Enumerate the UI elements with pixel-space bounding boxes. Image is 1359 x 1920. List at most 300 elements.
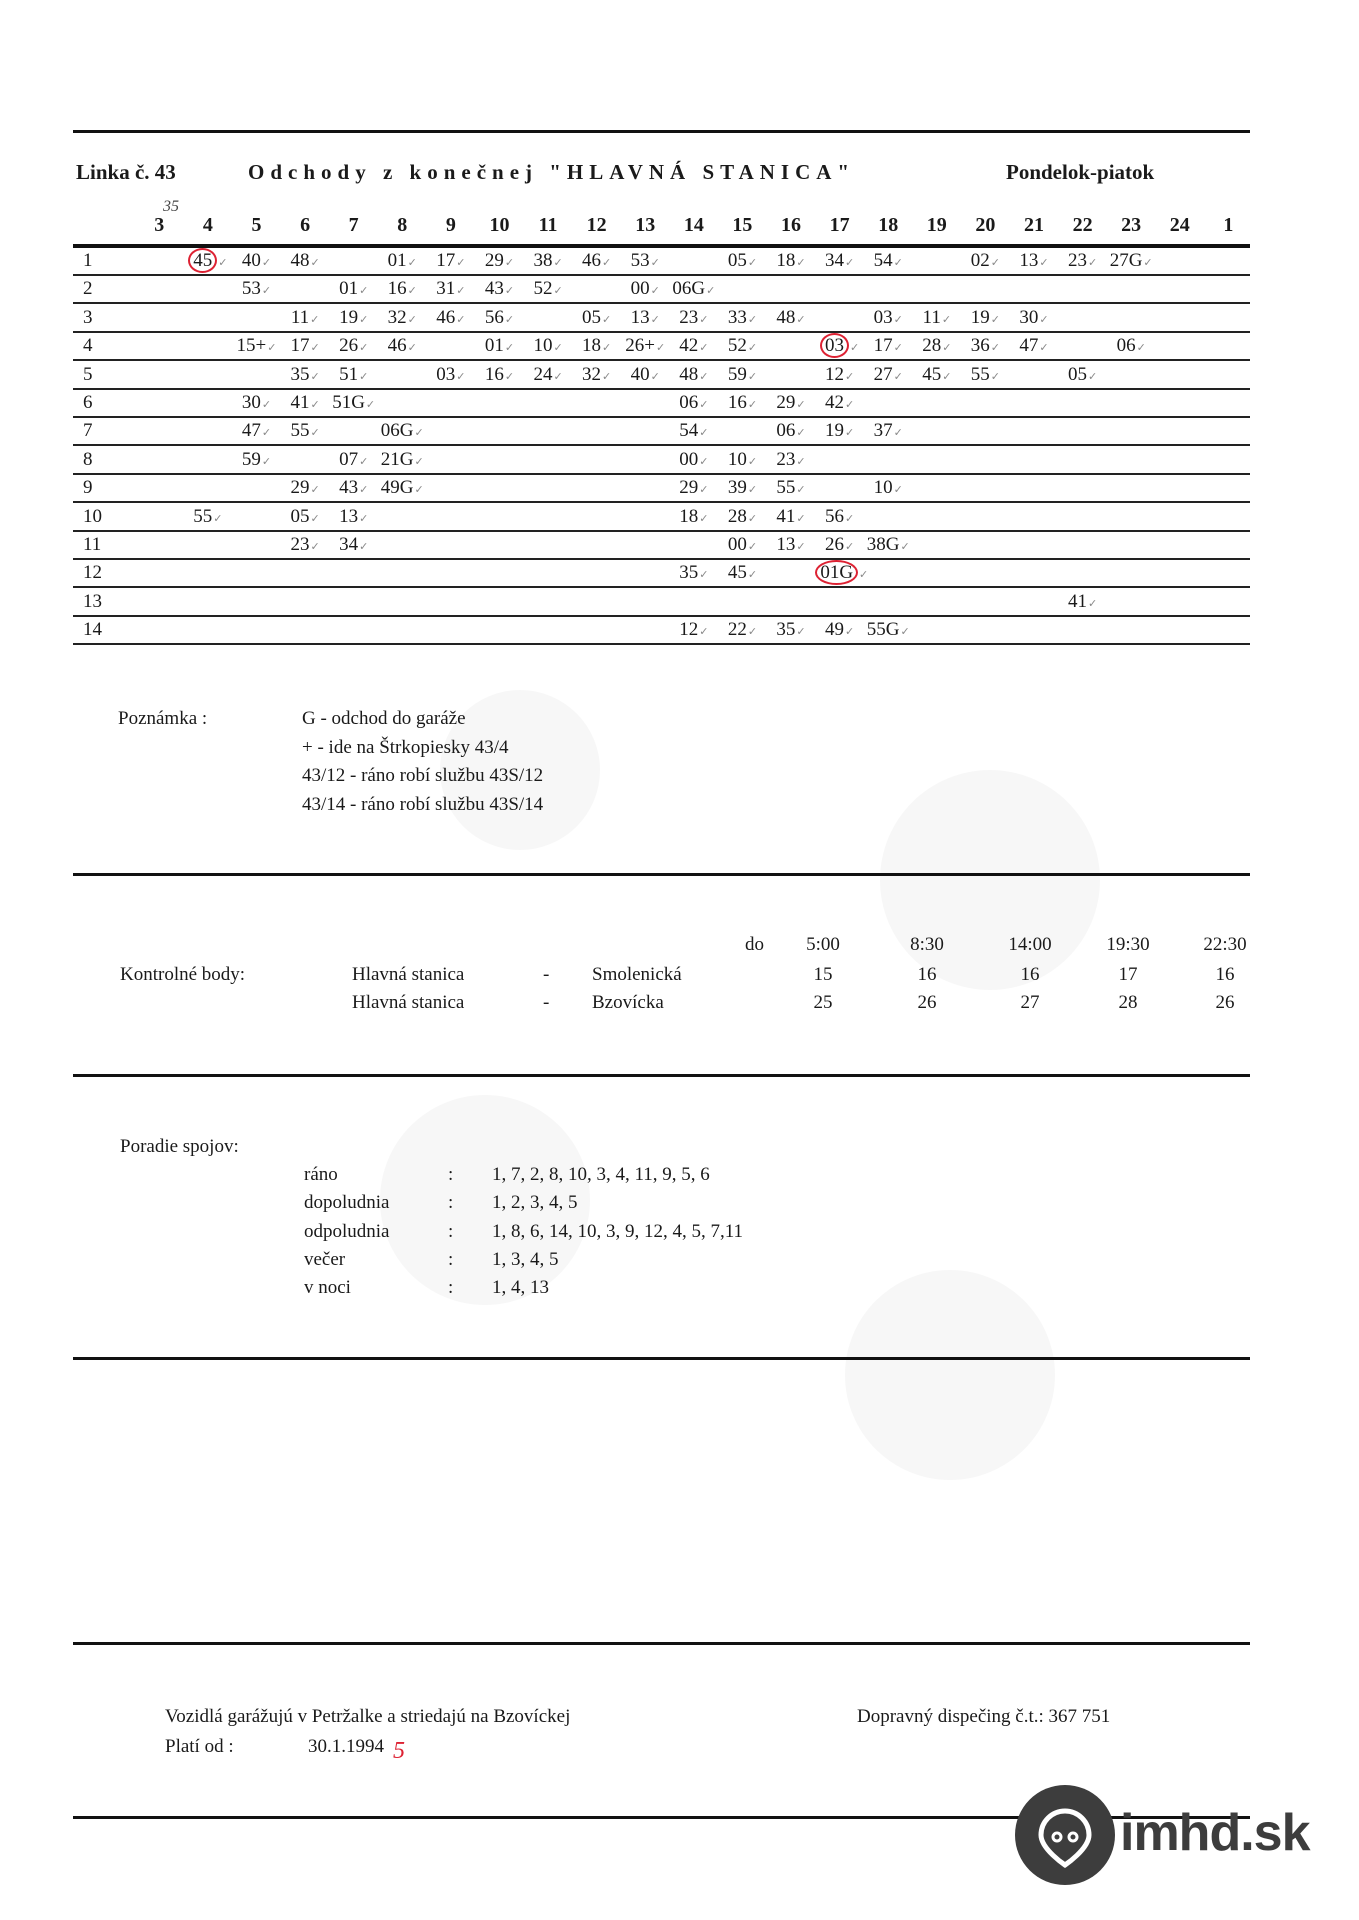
departure-cell [572,333,621,361]
departure-time: 22 [727,619,747,641]
departure-cell [621,532,670,560]
departure-cell [524,447,573,475]
departure-time: 23 [679,306,699,328]
departure-cell [281,276,330,304]
order-period: večer [304,1248,346,1270]
row-label: 4 [83,335,93,357]
departure-cell [864,532,913,560]
departure-cell [232,305,281,333]
departure-time: 35 [290,363,310,385]
departure-cell [767,390,816,418]
departure-cell [815,532,864,560]
departure-cell [475,560,524,588]
departure-cell [329,362,378,390]
departure-cell [1058,276,1107,304]
departure-cell [524,475,573,503]
departure-cell [524,560,573,588]
departure-cell [1010,305,1059,333]
departure-cell [815,589,864,617]
departure-cell [329,276,378,304]
departure-cell [1058,532,1107,560]
departure-cell [1107,447,1156,475]
departure-cell [1058,447,1107,475]
route-from: Hlavná stanica [352,964,465,985]
departure-time: 01 [387,250,407,271]
departure-cell [281,504,330,532]
departure-cell [184,418,233,446]
departure-cell [1204,418,1253,446]
route-dash: - [543,992,550,1013]
departure-cell [767,532,816,560]
departure-cell [1107,248,1156,276]
departure-cell [1155,589,1204,617]
departure-time: 34 [825,250,844,271]
departure-cell [1107,504,1156,532]
departure-time: 41 [1067,590,1087,612]
table-row [73,248,1250,276]
departure-cell [135,248,184,276]
table-row [73,305,1250,333]
departure-time: 54 [873,250,893,271]
departure-cell [670,390,719,418]
departure-cell [427,532,476,560]
departure-cell [670,447,719,475]
departure-cell [572,305,621,333]
departure-cell [281,447,330,475]
departure-cell [135,276,184,304]
departure-time: 18 [679,505,699,527]
hour-header-cell: 5 [251,214,262,236]
departure-cell [913,333,962,361]
departure-cell [232,276,281,304]
departure-cell [767,447,816,475]
departure-cell [329,560,378,588]
row-label: 11 [83,534,102,555]
departure-cell [913,418,962,446]
departure-cell [913,475,962,503]
departure-cell [281,362,330,390]
departure-cell [767,248,816,276]
departure-cell [1107,333,1156,361]
departure-cell [572,362,621,390]
departure-cell [232,504,281,532]
hour-header-cell: 23 [1121,214,1142,236]
departure-cell [524,504,573,532]
departure-cell [232,560,281,588]
departure-cell [1204,248,1253,276]
departure-cell [232,447,281,475]
hour-header-cell: 13 [635,214,656,236]
departure-cell [281,333,330,361]
departure-cell [718,532,767,560]
departure-cell [961,362,1010,390]
departure-time: 10 [873,477,893,499]
handwritten-note: 35 [163,198,179,215]
departure-cell [864,248,913,276]
departure-cell [1058,248,1107,276]
departure-time: 16 [387,278,407,300]
departure-cell [135,390,184,418]
departure-cell [378,475,427,503]
departure-cell [670,305,719,333]
departure-cell [572,475,621,503]
departure-cell [1204,390,1253,418]
departure-time: 34 [339,534,359,555]
departure-cell [1155,418,1204,446]
departure-time: 56 [484,306,504,328]
departure-time: 13 [339,505,359,527]
departure-cell [427,560,476,588]
departure-cell [184,560,233,588]
departure-cell [718,248,767,276]
hour-header [73,214,1250,244]
departure-cell [572,390,621,418]
hour-header-cell: 20 [975,214,996,236]
departure-cell [767,276,816,304]
departure-time: 00 [630,278,650,300]
departure-cell [184,362,233,390]
departure-time: 46 [387,335,407,357]
departure-cell [718,362,767,390]
hour-header-cell: 1 [1223,214,1234,236]
departure-cell [135,362,184,390]
departure-cell [1058,589,1107,617]
departure-cell [572,504,621,532]
departure-time: 06 [679,392,699,413]
departure-cell [1107,532,1156,560]
departure-cell [232,589,281,617]
departure-cell [1010,390,1059,418]
departure-time: 16 [484,363,504,385]
departure-cell [1204,589,1253,617]
departure-time: 23 [776,448,796,470]
departure-cell [718,504,767,532]
valid-label: Platí od : [165,1736,234,1757]
table-row [73,617,1250,645]
departure-time: 02 [970,250,990,271]
departure-cell [1155,475,1204,503]
departure-cell [135,447,184,475]
departure-cell [864,475,913,503]
departure-time: 06 [1116,335,1136,357]
departure-cell [670,418,719,446]
order-period: v noci [304,1277,351,1299]
departure-time: 28 [727,505,747,527]
departure-cell [961,333,1010,361]
hour-header-cell: 22 [1072,214,1093,236]
departure-time: 16 [727,392,747,413]
section-rule [73,1357,1250,1360]
departure-cell [427,276,476,304]
departure-cell [281,248,330,276]
hour-header-cell: 9 [445,214,456,236]
departure-cell [475,248,524,276]
departure-cell [815,362,864,390]
departure-time: 46 [436,306,456,328]
departure-time: 17 [290,335,310,357]
hour-header-cell: 17 [829,214,850,236]
departure-time: 27 [873,363,893,385]
departure-time: 10 [727,448,747,470]
route-to: Bzovícka [592,992,664,1013]
order-label: Poradie spojov: [120,1136,239,1157]
departure-time: 24 [533,363,553,385]
travel-time: 16 [1215,964,1235,985]
table-row [73,362,1250,390]
departure-time: 26+ [625,335,655,357]
departure-cell [475,333,524,361]
departure-cell [572,276,621,304]
departure-cell [232,617,281,645]
hour-header-cell: 15 [732,214,753,236]
departure-cell [524,418,573,446]
line-number: Linka č. 43 [76,160,176,184]
departure-cell [1107,475,1156,503]
departure-cell [475,447,524,475]
departure-time: 01 [339,278,359,300]
departure-time: 47 [1019,335,1039,357]
departure-cell [378,248,427,276]
departure-cell [281,617,330,645]
departure-cell [524,532,573,560]
departure-time: 35 [776,619,796,641]
hour-header-cell: 24 [1169,214,1190,236]
departure-cell [621,276,670,304]
departure-time: 47 [241,420,261,442]
departure-cell [913,447,962,475]
departure-cell [329,333,378,361]
departure-cell [913,560,962,588]
hour-header-cell: 18 [878,214,899,236]
departure-cell [767,617,816,645]
section-rule [73,1642,1250,1645]
departure-cell [427,333,476,361]
departure-cell [427,504,476,532]
departure-cell [961,305,1010,333]
departure-cell [1010,333,1059,361]
departure-cell [718,333,767,361]
departure-time: 26 [825,534,844,555]
departure-time: 21G [380,448,414,470]
departure-cell [572,589,621,617]
departure-time: 37 [873,420,893,442]
departure-cell [1155,248,1204,276]
row-label: 9 [83,477,93,499]
order-sequence: 1, 4, 13 [492,1277,549,1299]
departure-cell [135,333,184,361]
hour-header-cell: 16 [781,214,802,236]
departure-cell [1155,447,1204,475]
departure-time: 38G [866,534,900,555]
departure-time: 23 [290,534,310,555]
departure-cell [378,560,427,588]
departure-cell [1010,362,1059,390]
time-header: 14:00 [1008,934,1052,955]
departure-cell [913,504,962,532]
time-header: 22:30 [1203,934,1247,955]
departure-cell [378,276,427,304]
departure-cell [621,589,670,617]
departure-cell [378,504,427,532]
departure-time: 55 [193,505,213,527]
departure-cell [815,617,864,645]
hour-header-cell: 6 [300,214,311,236]
departure-cell [524,305,573,333]
row-label: 8 [83,448,93,470]
departure-cell [135,589,184,617]
departure-cell [621,362,670,390]
departure-time: 12 [679,619,699,641]
departure-time: 46 [582,250,602,271]
departure-cell [524,276,573,304]
departure-time: 55G [866,619,900,641]
departure-cell [1107,390,1156,418]
departure-time: 45 [188,248,217,273]
departure-cell [621,560,670,588]
route-from: Hlavná stanica [352,992,465,1013]
departure-time: 18 [582,335,602,357]
departure-cell [1010,418,1059,446]
time-header: 8:30 [910,934,944,955]
order-period: ráno [304,1164,338,1185]
departure-time: 45 [727,562,747,584]
departure-cell [475,589,524,617]
hour-header-cell: 21 [1023,214,1044,236]
departure-cell [1107,305,1156,333]
row-label: 1 [83,250,93,271]
departure-cell [1010,447,1059,475]
row-label: 13 [83,590,102,612]
departure-time: 15+ [236,335,267,357]
departure-cell [1058,333,1107,361]
departure-cell [524,617,573,645]
departure-cell [1010,532,1059,560]
departure-cell [184,532,233,560]
departure-cell [961,447,1010,475]
departure-time: 32 [387,306,407,328]
table-row [73,475,1250,503]
departure-cell [427,617,476,645]
departure-time: 31 [436,278,456,300]
days-label: Pondelok-piatok [1006,160,1155,184]
departure-cell [864,589,913,617]
departure-cell [281,305,330,333]
route-dash: - [543,964,550,985]
departure-cell [961,248,1010,276]
travel-time: 16 [1020,964,1040,985]
departure-cell [1204,305,1253,333]
departure-cell [1058,362,1107,390]
watermark-logo [845,1270,1055,1480]
departure-cell [378,362,427,390]
time-header: 5:00 [806,934,840,955]
departure-cell [281,418,330,446]
departure-cell [913,617,962,645]
departure-cell [329,504,378,532]
departure-cell [1204,362,1253,390]
table-row [73,532,1250,560]
departure-cell [329,418,378,446]
departure-cell [815,475,864,503]
departure-cell [427,589,476,617]
row-label: 10 [83,505,102,527]
departure-cell [670,617,719,645]
departure-cell [767,504,816,532]
departure-cell [329,589,378,617]
departure-time: 17 [873,335,893,357]
departure-cell [427,305,476,333]
departure-cell [864,276,913,304]
departure-cell [718,390,767,418]
departure-time: 56 [825,505,844,527]
departure-cell [718,305,767,333]
departure-cell [1204,447,1253,475]
departure-cell [281,560,330,588]
departure-cell [475,475,524,503]
departure-cell [329,532,378,560]
departure-time: 48 [679,363,699,385]
travel-time: 28 [1118,992,1138,1013]
order-period: dopoludnia [304,1192,390,1214]
departure-cell [815,305,864,333]
departure-cell [232,418,281,446]
departure-cell [1107,418,1156,446]
travel-time: 27 [1020,992,1040,1013]
departure-time: 42 [825,392,844,413]
departure-time: 23 [1067,250,1087,271]
order-period: odpoludnia [304,1220,390,1242]
departure-cell [329,617,378,645]
departure-cell [184,248,233,276]
departure-cell [767,305,816,333]
departure-cell [718,475,767,503]
departure-cell [815,504,864,532]
travel-time: 25 [813,992,833,1013]
departure-time: 38 [533,250,553,271]
departure-time: 42 [679,335,699,357]
departure-cell [1058,560,1107,588]
row-label: 3 [83,306,93,328]
departure-cell [475,504,524,532]
garage-note: Vozidlá garážujú v Petržalke a striedajú na Bzovíckej [165,1706,571,1727]
departure-time: 51 [339,363,359,385]
departure-cell [913,390,962,418]
departure-cell [1010,248,1059,276]
departure-cell [232,362,281,390]
departure-cell [718,418,767,446]
dispatch-phone: Dopravný dispečing č.t.: 367 751 [857,1706,1111,1727]
departure-time: 36 [970,335,990,357]
departure-cell [1107,276,1156,304]
departure-cell [815,390,864,418]
departure-time: 13 [776,534,796,555]
departure-cell [572,532,621,560]
notes-label: Poznámka : [118,708,208,729]
departure-cell [718,447,767,475]
departure-time: 41 [290,392,310,413]
departure-time: 30 [1019,306,1039,328]
departure-time: 06G [380,420,414,442]
departure-cell [621,475,670,503]
departure-cell [427,418,476,446]
departure-cell [329,475,378,503]
departure-cell [815,418,864,446]
departure-time: 32 [582,363,602,385]
departure-cell [670,276,719,304]
order-sep: : [448,1248,454,1270]
departure-cell [1010,475,1059,503]
row-label: 12 [83,562,102,584]
